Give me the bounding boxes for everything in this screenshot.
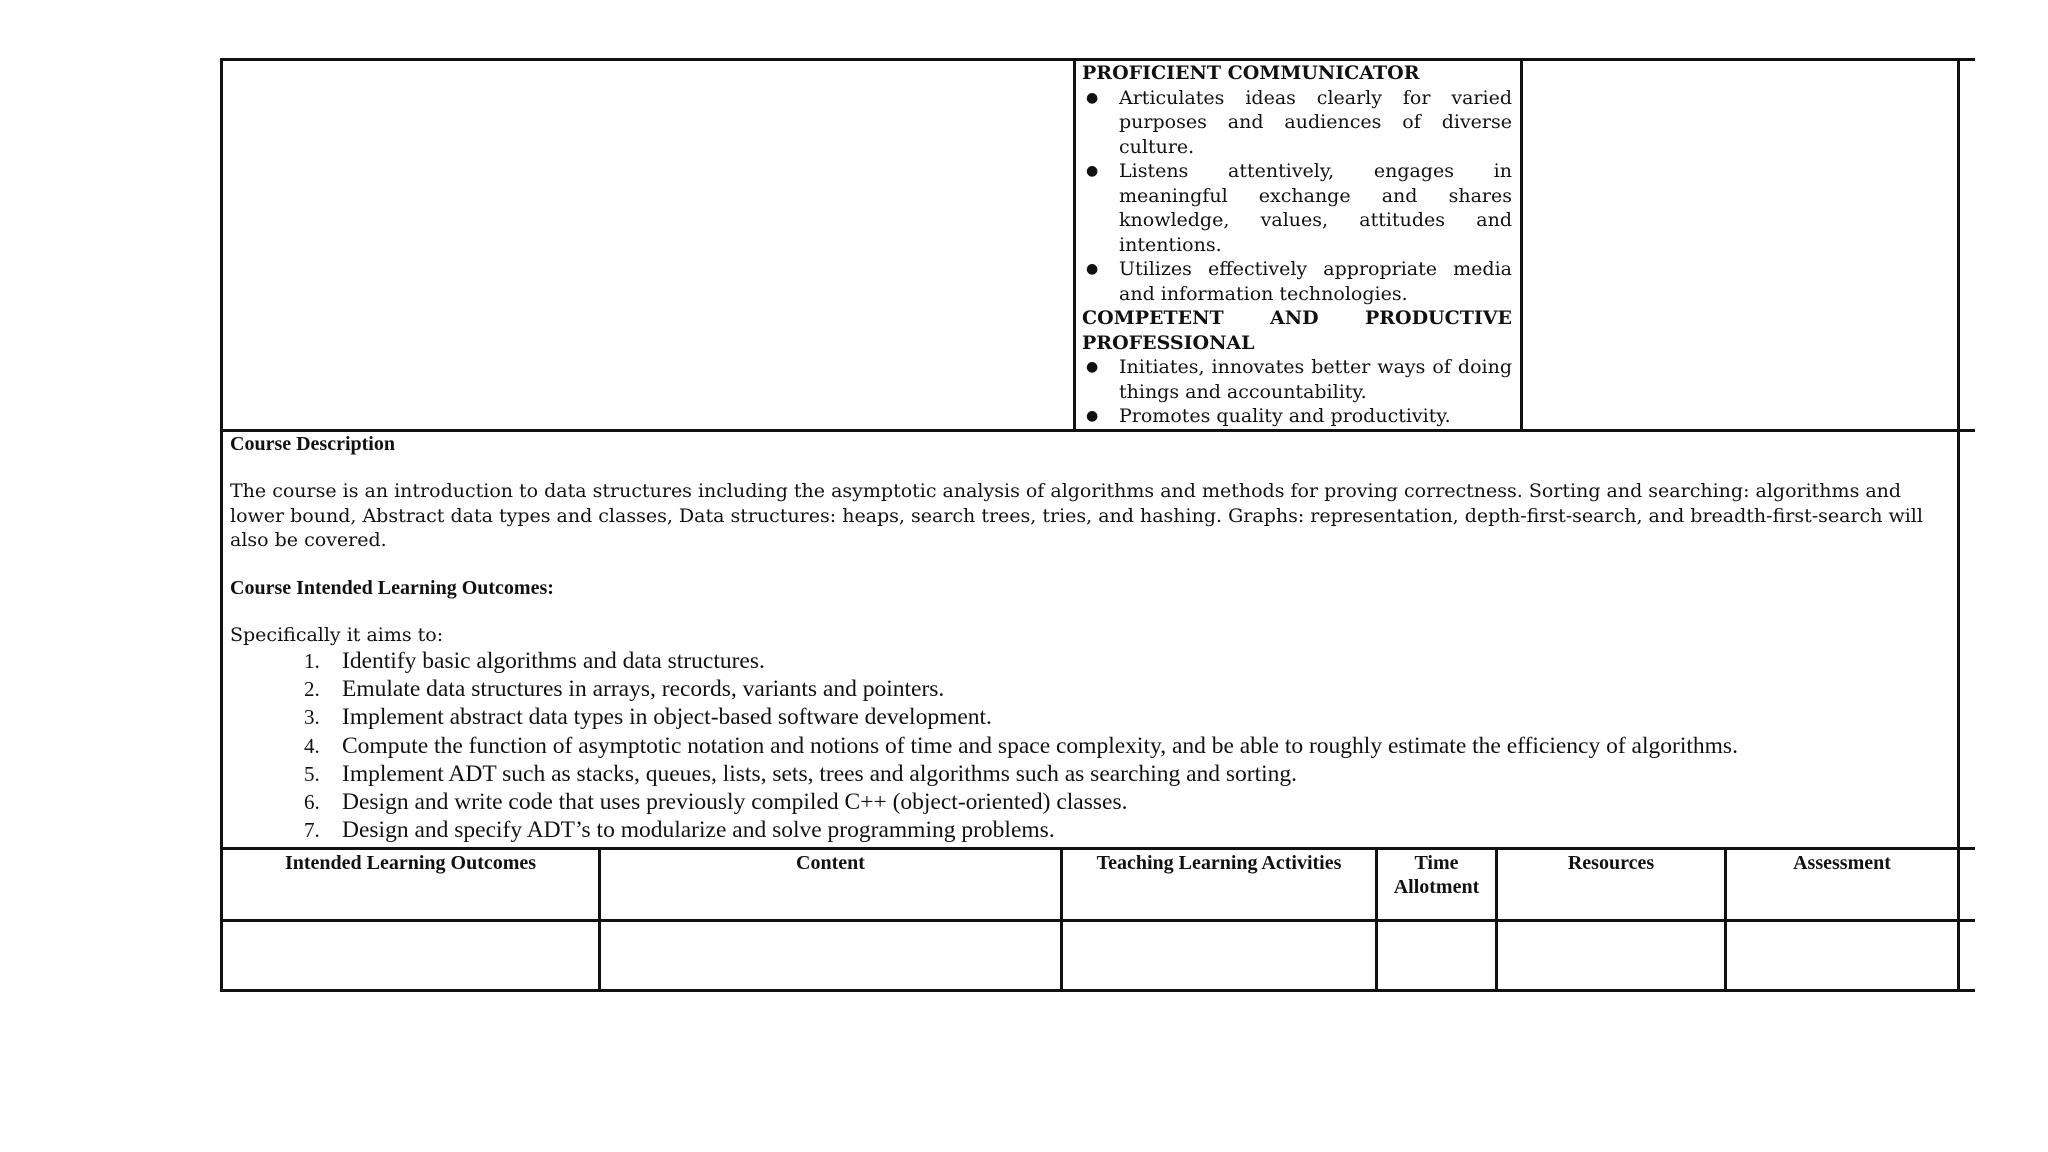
outcome-item: 7. Design and specify ADT’s to modularize and solve programming problems. (304, 817, 1055, 844)
border-header-bottom (220, 919, 1975, 922)
outcome-item: 1. Identify basic algorithms and data structures. (304, 648, 765, 674)
bullet-icon: ● (1086, 163, 1099, 179)
outcome-item: 3. Implement abstract data types in object-based software development. (304, 704, 992, 731)
outcome-item: 4. Compute the function of asymptotic notation and notions of time and space complexity, and be able to roughly estimate the efficiency of algorithms. (304, 732, 1738, 759)
attribute-bullet: ● Initiates, innovates better ways of doing things and accountability. (1086, 356, 1512, 403)
header-assessment: Assessment (1793, 852, 1891, 874)
learning-outcomes-intro: Specifically it aims to: (230, 623, 444, 646)
outcome-item: 5. Implement ADT such as stacks, queues, lists, sets, trees and algorithms such as searching and sorting. (304, 760, 1298, 787)
attribute-bullet: ● Listens attentively, engages in meaningful exchange and shares knowledge, values, attitudes and intentions. (1086, 160, 1512, 256)
attribute-bullet: ● Articulates ideas clearly for varied purposes and audiences of diverse culture. (1086, 86, 1512, 158)
bullet-icon: ● (1086, 261, 1099, 277)
learning-outcomes-list (230, 647, 1950, 844)
attribute-bullet-list (1082, 86, 1512, 307)
header-intended-learning-outcomes: Intended Learning Outcomes (284, 852, 537, 874)
course-description-cell (230, 432, 1950, 847)
outcome-item: 6. Design and write code that uses previously compiled C++ (object-oriented) classes. (304, 789, 1128, 816)
outcome-item: 2. Emulate data structures in arrays, records, variants and pointers. (304, 676, 945, 703)
header-content: Content (796, 852, 865, 874)
attribute-bullet: ● Utilizes effectively appropriate media and information technologies. (1086, 258, 1512, 305)
spacer (230, 553, 1950, 576)
course-description-heading: Course Description (230, 433, 395, 455)
header-time-line1: Time (1414, 852, 1459, 874)
bullet-icon: ● (1086, 89, 1099, 106)
course-description-text: The course is an introduction to data structures including the asymptotic analysis of algorithms and methods for proving correctness. Sorting and searching: algorithms and lower bound, Abstract data types and classes, Data structures: heaps, search trees, tries, and hashing. Graphs: representation, depth-first-search, and breadth-first-search will also be covered. (230, 480, 1923, 551)
header-time-allotment (1378, 851, 1495, 899)
bullet-icon: ● (1086, 408, 1099, 424)
border-right (1957, 58, 1960, 992)
header-teaching-learning-activities: Teaching Learning Activities (1096, 852, 1342, 874)
header-resources: Resources (1567, 852, 1655, 874)
spacer (230, 600, 1950, 623)
border-row2-bottom (220, 847, 1975, 850)
spacer (230, 456, 1950, 479)
border-row1-col2 (1520, 58, 1523, 432)
learning-outcomes-heading: Course Intended Learning Outcomes: (230, 576, 554, 599)
header-time-line2: Allotment (1393, 876, 1480, 898)
border-row1-col1 (1073, 58, 1076, 432)
attribute-heading: PROFICIENT COMMUNICATOR (1082, 62, 1420, 84)
bullet-icon: ● (1086, 359, 1099, 375)
border-bottom (220, 989, 1975, 992)
attribute-bullet-list (1082, 355, 1512, 429)
graduate-attributes-cell (1082, 61, 1512, 431)
attribute-bullet: ● Promotes quality and productivity. (1086, 405, 1451, 427)
attribute-heading: COMPETENT AND PRODUCTIVE PROFESSIONAL (1082, 307, 1512, 354)
